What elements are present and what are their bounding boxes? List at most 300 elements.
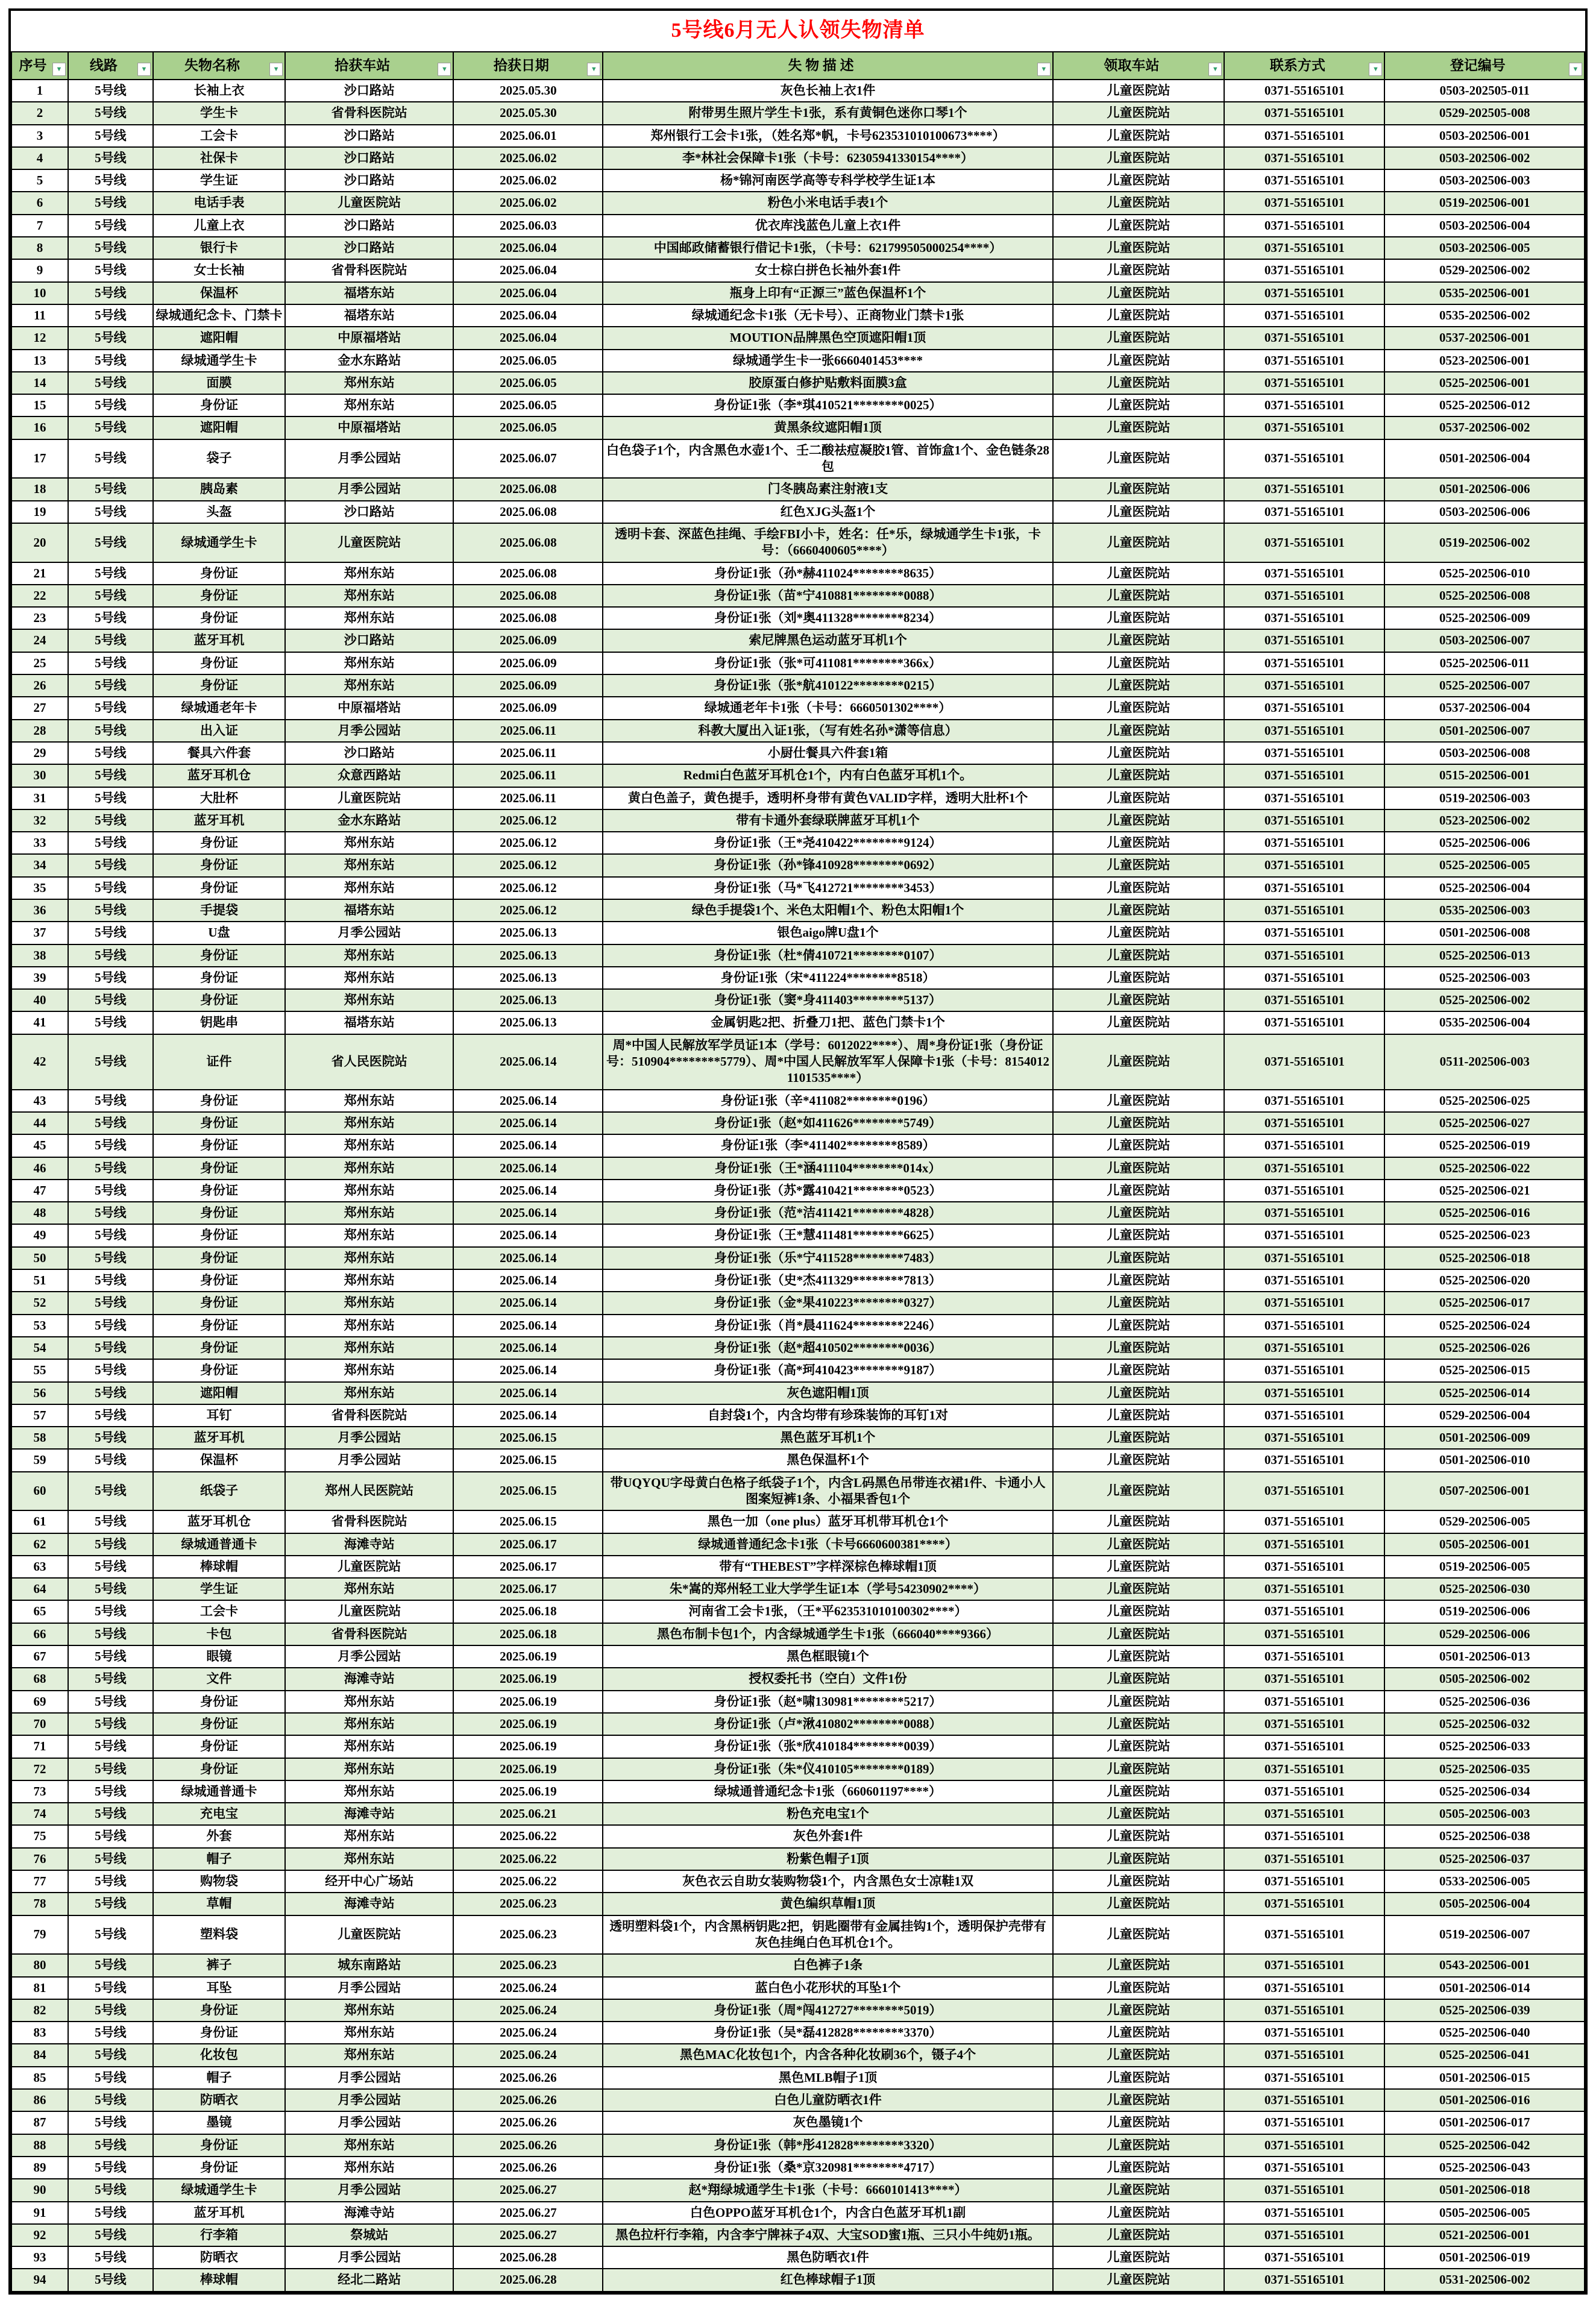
cell-pickup-station: 儿童医院站 bbox=[1053, 523, 1224, 562]
cell-contact: 0371-55165101 bbox=[1224, 1034, 1384, 1090]
filter-dropdown-button[interactable] bbox=[438, 63, 451, 76]
filter-arrow-icon: ▼ bbox=[140, 65, 148, 73]
cell-contact: 0371-55165101 bbox=[1224, 1090, 1384, 1112]
table-row bbox=[11, 1404, 1585, 1427]
cell-found-station: 省骨科医院站 bbox=[285, 102, 453, 124]
cell-line: 5号线 bbox=[68, 1713, 153, 1735]
cell-registration-no: 0525-202506-010 bbox=[1384, 562, 1585, 585]
cell-registration-no: 0525-202506-006 bbox=[1384, 832, 1585, 854]
column-header-label: 失物名称 bbox=[184, 58, 240, 74]
cell-contact: 0371-55165101 bbox=[1224, 742, 1384, 764]
table-row bbox=[11, 2157, 1585, 2179]
cell-found-date: 2025.06.17 bbox=[453, 1556, 603, 1578]
cell-found-station: 郑州东站 bbox=[285, 674, 453, 697]
cell-pickup-station: 儿童医院站 bbox=[1053, 372, 1224, 394]
cell-registration-no: 0531-202506-002 bbox=[1384, 2269, 1585, 2291]
cell-registration-no: 0525-202506-039 bbox=[1384, 1999, 1585, 2022]
cell-contact: 0371-55165101 bbox=[1224, 259, 1384, 281]
cell-serial: 80 bbox=[11, 1954, 68, 1976]
cell-found-station: 月季公园站 bbox=[285, 478, 453, 500]
cell-line: 5号线 bbox=[68, 1382, 153, 1404]
cell-registration-no: 0525-202506-011 bbox=[1384, 652, 1585, 674]
cell-serial: 84 bbox=[11, 2044, 68, 2066]
cell-line: 5号线 bbox=[68, 478, 153, 500]
cell-item-name: 塑料袋 bbox=[153, 1915, 285, 1955]
cell-contact: 0371-55165101 bbox=[1224, 282, 1384, 304]
cell-item-name: 蓝牙耳机 bbox=[153, 2202, 285, 2224]
cell-description: 身份证1张（马*飞412721********3453） bbox=[603, 877, 1052, 899]
cell-registration-no: 0525-202506-016 bbox=[1384, 1202, 1585, 1224]
cell-pickup-station: 儿童医院站 bbox=[1053, 877, 1224, 899]
cell-description: 郑州银行工会卡1张，（姓名郑*帆，卡号623531010100673****） bbox=[603, 125, 1052, 147]
table-row bbox=[11, 1893, 1585, 1915]
table-row bbox=[11, 2022, 1585, 2044]
filter-dropdown-button[interactable] bbox=[587, 63, 600, 76]
cell-description: 黄白色盖子，黄色提手，透明杯身带有黄色VALID字样，透明大肚杯1个 bbox=[603, 787, 1052, 809]
cell-found-station: 郑州东站 bbox=[285, 967, 453, 989]
cell-item-name: 蓝牙耳机 bbox=[153, 1427, 285, 1449]
cell-description: 身份证1张（张*可411081********366x） bbox=[603, 652, 1052, 674]
cell-pickup-station: 儿童医院站 bbox=[1053, 989, 1224, 1011]
cell-pickup-station: 儿童医院站 bbox=[1053, 1556, 1224, 1578]
cell-registration-no: 0525-202506-020 bbox=[1384, 1269, 1585, 1292]
cell-serial: 79 bbox=[11, 1915, 68, 1955]
cell-line: 5号线 bbox=[68, 1645, 153, 1668]
filter-dropdown-button[interactable] bbox=[1369, 63, 1382, 76]
cell-found-station: 儿童医院站 bbox=[285, 1600, 453, 1623]
cell-found-station: 郑州东站 bbox=[285, 585, 453, 607]
table-row bbox=[11, 1510, 1585, 1533]
cell-found-station: 郑州东站 bbox=[285, 1180, 453, 1202]
cell-pickup-station: 儿童医院站 bbox=[1053, 629, 1224, 652]
cell-description: 黑色蓝牙耳机1个 bbox=[603, 1427, 1052, 1449]
cell-pickup-station: 儿童医院站 bbox=[1053, 1668, 1224, 1690]
cell-item-name: 面膜 bbox=[153, 372, 285, 394]
cell-contact: 0371-55165101 bbox=[1224, 1915, 1384, 1955]
cell-registration-no: 0503-202506-008 bbox=[1384, 742, 1585, 764]
table-row bbox=[11, 478, 1585, 500]
cell-found-station: 郑州东站 bbox=[285, 1202, 453, 1224]
cell-item-name: 身份证 bbox=[153, 2157, 285, 2179]
cell-found-station: 省骨科医院站 bbox=[285, 1404, 453, 1427]
cell-contact: 0371-55165101 bbox=[1224, 1157, 1384, 1180]
cell-registration-no: 0501-202506-004 bbox=[1384, 439, 1585, 479]
cell-found-date: 2025.06.04 bbox=[453, 259, 603, 281]
cell-found-date: 2025.06.13 bbox=[453, 944, 603, 967]
cell-item-name: 外套 bbox=[153, 1825, 285, 1847]
cell-pickup-station: 儿童医院站 bbox=[1053, 1090, 1224, 1112]
cell-line: 5号线 bbox=[68, 764, 153, 787]
cell-registration-no: 0525-202506-002 bbox=[1384, 989, 1585, 1011]
cell-contact: 0371-55165101 bbox=[1224, 1999, 1384, 2022]
cell-found-date: 2025.06.14 bbox=[453, 1180, 603, 1202]
cell-found-date: 2025.06.14 bbox=[453, 1157, 603, 1180]
table-row bbox=[11, 1202, 1585, 1224]
cell-registration-no: 0525-202506-030 bbox=[1384, 1578, 1585, 1600]
table-row bbox=[11, 2044, 1585, 2066]
cell-item-name: 化妆包 bbox=[153, 2044, 285, 2066]
cell-contact: 0371-55165101 bbox=[1224, 674, 1384, 697]
cell-found-date: 2025.06.23 bbox=[453, 1915, 603, 1955]
cell-description: 授权委托书（空白）文件1份 bbox=[603, 1668, 1052, 1690]
cell-description: 河南省工会卡1张，（王*平623531010100302****） bbox=[603, 1600, 1052, 1623]
cell-registration-no: 0525-202506-019 bbox=[1384, 1134, 1585, 1157]
cell-serial: 32 bbox=[11, 809, 68, 832]
cell-description: 身份证1张（桑*京320981********4717） bbox=[603, 2157, 1052, 2179]
cell-contact: 0371-55165101 bbox=[1224, 1269, 1384, 1292]
table-row bbox=[11, 809, 1585, 832]
cell-item-name: 绿城通学生卡 bbox=[153, 2179, 285, 2201]
cell-serial: 28 bbox=[11, 720, 68, 742]
cell-pickup-station: 儿童医院站 bbox=[1053, 2111, 1224, 2134]
table-row bbox=[11, 1713, 1585, 1735]
cell-found-date: 2025.06.09 bbox=[453, 697, 603, 719]
cell-found-station: 郑州东站 bbox=[285, 2157, 453, 2179]
cell-serial: 92 bbox=[11, 2224, 68, 2246]
cell-found-station: 郑州东站 bbox=[285, 1578, 453, 1600]
column-header-item-name bbox=[153, 52, 285, 80]
cell-pickup-station: 儿童医院站 bbox=[1053, 1578, 1224, 1600]
cell-line: 5号线 bbox=[68, 259, 153, 281]
cell-contact: 0371-55165101 bbox=[1224, 944, 1384, 967]
cell-line: 5号线 bbox=[68, 1803, 153, 1825]
cell-serial: 61 bbox=[11, 1510, 68, 1533]
table-row bbox=[11, 304, 1585, 327]
cell-found-station: 郑州东站 bbox=[285, 1713, 453, 1735]
cell-found-station: 郑州东站 bbox=[285, 1382, 453, 1404]
cell-found-date: 2025.06.09 bbox=[453, 674, 603, 697]
cell-item-name: 身份证 bbox=[153, 1735, 285, 1758]
table-row bbox=[11, 1780, 1585, 1803]
cell-description: 灰色长袖上衣1件 bbox=[603, 80, 1052, 102]
table-row bbox=[11, 1623, 1585, 1645]
cell-item-name: 防晒衣 bbox=[153, 2089, 285, 2111]
table-row bbox=[11, 944, 1585, 967]
cell-pickup-station: 儿童医院站 bbox=[1053, 899, 1224, 922]
table-row bbox=[11, 989, 1585, 1011]
cell-found-station: 郑州东站 bbox=[285, 832, 453, 854]
cell-item-name: 身份证 bbox=[153, 854, 285, 876]
cell-serial: 62 bbox=[11, 1533, 68, 1556]
table-row bbox=[11, 1449, 1585, 1471]
cell-registration-no: 0501-202506-006 bbox=[1384, 478, 1585, 500]
cell-contact: 0371-55165101 bbox=[1224, 416, 1384, 439]
cell-registration-no: 0525-202506-024 bbox=[1384, 1315, 1585, 1337]
cell-registration-no: 0501-202506-007 bbox=[1384, 720, 1585, 742]
cell-pickup-station: 儿童医院站 bbox=[1053, 720, 1224, 742]
cell-found-station: 郑州东站 bbox=[285, 1269, 453, 1292]
cell-pickup-station: 儿童医院站 bbox=[1053, 169, 1224, 192]
cell-line: 5号线 bbox=[68, 652, 153, 674]
table-row bbox=[11, 2111, 1585, 2134]
cell-description: 带有“THEBEST”字样深棕色棒球帽1顶 bbox=[603, 1556, 1052, 1578]
cell-description: 黄色编织草帽1顶 bbox=[603, 1893, 1052, 1915]
column-header-label: 登记编号 bbox=[1450, 58, 1506, 74]
cell-item-name: 餐具六件套 bbox=[153, 742, 285, 764]
filter-arrow-icon: ▼ bbox=[272, 65, 280, 73]
table-row bbox=[11, 1157, 1585, 1180]
cell-contact: 0371-55165101 bbox=[1224, 697, 1384, 719]
cell-pickup-station: 儿童医院站 bbox=[1053, 1382, 1224, 1404]
cell-line: 5号线 bbox=[68, 787, 153, 809]
cell-description: 瓶身上印有“正源三”蓝色保温杯1个 bbox=[603, 282, 1052, 304]
cell-line: 5号线 bbox=[68, 2022, 153, 2044]
cell-pickup-station: 儿童医院站 bbox=[1053, 350, 1224, 372]
cell-contact: 0371-55165101 bbox=[1224, 922, 1384, 944]
cell-serial: 90 bbox=[11, 2179, 68, 2201]
cell-registration-no: 0505-202506-001 bbox=[1384, 1533, 1585, 1556]
cell-line: 5号线 bbox=[68, 2269, 153, 2291]
cell-found-station: 沙口路站 bbox=[285, 80, 453, 102]
cell-contact: 0371-55165101 bbox=[1224, 125, 1384, 147]
cell-pickup-station: 儿童医院站 bbox=[1053, 1134, 1224, 1157]
cell-line: 5号线 bbox=[68, 1758, 153, 1780]
cell-serial: 46 bbox=[11, 1157, 68, 1180]
table-row bbox=[11, 282, 1585, 304]
cell-found-station: 福塔东站 bbox=[285, 282, 453, 304]
cell-found-date: 2025.06.08 bbox=[453, 562, 603, 585]
cell-found-station: 郑州东站 bbox=[285, 1112, 453, 1134]
cell-contact: 0371-55165101 bbox=[1224, 967, 1384, 989]
cell-found-station: 沙口路站 bbox=[285, 125, 453, 147]
cell-pickup-station: 儿童医院站 bbox=[1053, 1315, 1224, 1337]
cell-item-name: 身份证 bbox=[153, 989, 285, 1011]
cell-pickup-station: 儿童医院站 bbox=[1053, 832, 1224, 854]
cell-item-name: 身份证 bbox=[153, 585, 285, 607]
cell-line: 5号线 bbox=[68, 237, 153, 259]
cell-found-station: 郑州东站 bbox=[285, 1359, 453, 1381]
cell-serial: 25 bbox=[11, 652, 68, 674]
cell-serial: 35 bbox=[11, 877, 68, 899]
cell-registration-no: 0519-202506-003 bbox=[1384, 787, 1585, 809]
cell-serial: 26 bbox=[11, 674, 68, 697]
table-row bbox=[11, 1112, 1585, 1134]
cell-line: 5号线 bbox=[68, 877, 153, 899]
cell-contact: 0371-55165101 bbox=[1224, 1449, 1384, 1471]
cell-pickup-station: 儿童医院站 bbox=[1053, 501, 1224, 523]
table-row bbox=[11, 1292, 1585, 1314]
cell-found-date: 2025.06.14 bbox=[453, 1034, 603, 1090]
cell-serial: 65 bbox=[11, 1600, 68, 1623]
cell-found-date: 2025.06.13 bbox=[453, 989, 603, 1011]
table-row bbox=[11, 1180, 1585, 1202]
cell-line: 5号线 bbox=[68, 2044, 153, 2066]
cell-serial: 22 bbox=[11, 585, 68, 607]
cell-serial: 16 bbox=[11, 416, 68, 439]
cell-line: 5号线 bbox=[68, 192, 153, 214]
cell-serial: 5 bbox=[11, 169, 68, 192]
cell-registration-no: 0543-202506-001 bbox=[1384, 1954, 1585, 1976]
cell-description: 身份证1张（肖*晨411624********2246） bbox=[603, 1315, 1052, 1337]
cell-registration-no: 0525-202506-021 bbox=[1384, 1180, 1585, 1202]
cell-contact: 0371-55165101 bbox=[1224, 439, 1384, 479]
cell-serial: 27 bbox=[11, 697, 68, 719]
filter-dropdown-button[interactable] bbox=[269, 63, 283, 76]
cell-registration-no: 0521-202506-001 bbox=[1384, 2224, 1585, 2246]
cell-line: 5号线 bbox=[68, 922, 153, 944]
cell-description: 身份证1张（王*涵411104********014x） bbox=[603, 1157, 1052, 1180]
cell-description: 灰色遮阳帽1顶 bbox=[603, 1382, 1052, 1404]
cell-found-station: 郑州东站 bbox=[285, 1157, 453, 1180]
cell-pickup-station: 儿童医院站 bbox=[1053, 1224, 1224, 1246]
cell-registration-no: 0529-202506-006 bbox=[1384, 1623, 1585, 1645]
cell-item-name: 保温杯 bbox=[153, 282, 285, 304]
cell-line: 5号线 bbox=[68, 350, 153, 372]
cell-found-date: 2025.06.14 bbox=[453, 1337, 603, 1359]
cell-serial: 33 bbox=[11, 832, 68, 854]
cell-serial: 21 bbox=[11, 562, 68, 585]
cell-line: 5号线 bbox=[68, 125, 153, 147]
cell-found-station: 儿童医院站 bbox=[285, 1556, 453, 1578]
table-row bbox=[11, 215, 1585, 237]
cell-contact: 0371-55165101 bbox=[1224, 1977, 1384, 1999]
cell-serial: 52 bbox=[11, 1292, 68, 1314]
cell-description: 绿城通学生卡一张6660401453**** bbox=[603, 350, 1052, 372]
table-row bbox=[11, 259, 1585, 281]
cell-contact: 0371-55165101 bbox=[1224, 80, 1384, 102]
cell-serial: 78 bbox=[11, 1893, 68, 1915]
cell-serial: 86 bbox=[11, 2089, 68, 2111]
cell-description: 身份证1张（苗*宁410881********0088） bbox=[603, 585, 1052, 607]
cell-line: 5号线 bbox=[68, 1449, 153, 1471]
cell-serial: 49 bbox=[11, 1224, 68, 1246]
cell-contact: 0371-55165101 bbox=[1224, 1735, 1384, 1758]
table-row bbox=[11, 1090, 1585, 1112]
cell-pickup-station: 儿童医院站 bbox=[1053, 1269, 1224, 1292]
cell-serial: 42 bbox=[11, 1034, 68, 1090]
cell-found-station: 郑州东站 bbox=[285, 562, 453, 585]
cell-pickup-station: 儿童医院站 bbox=[1053, 1034, 1224, 1090]
filter-dropdown-button[interactable] bbox=[52, 63, 66, 76]
table-row bbox=[11, 1999, 1585, 2022]
filter-dropdown-button[interactable] bbox=[1569, 63, 1582, 76]
cell-contact: 0371-55165101 bbox=[1224, 1134, 1384, 1157]
cell-line: 5号线 bbox=[68, 2202, 153, 2224]
cell-found-station: 中原福塔站 bbox=[285, 416, 453, 439]
cell-found-station: 郑州东站 bbox=[285, 1780, 453, 1803]
cell-registration-no: 0535-202506-001 bbox=[1384, 282, 1585, 304]
cell-registration-no: 0535-202506-004 bbox=[1384, 1011, 1585, 1034]
cell-pickup-station: 儿童医院站 bbox=[1053, 259, 1224, 281]
table-row bbox=[11, 2089, 1585, 2111]
cell-contact: 0371-55165101 bbox=[1224, 1359, 1384, 1381]
cell-description: 身份证1张（刘*奥411328********8234） bbox=[603, 607, 1052, 629]
filter-dropdown-button[interactable] bbox=[1208, 63, 1222, 76]
cell-item-name: 身份证 bbox=[153, 394, 285, 416]
cell-registration-no: 0503-202506-005 bbox=[1384, 237, 1585, 259]
cell-item-name: 身份证 bbox=[153, 1691, 285, 1713]
cell-serial: 56 bbox=[11, 1382, 68, 1404]
cell-description: 黑色MLB帽子1顶 bbox=[603, 2067, 1052, 2089]
cell-pickup-station: 儿童医院站 bbox=[1053, 102, 1224, 124]
cell-pickup-station: 儿童医院站 bbox=[1053, 1803, 1224, 1825]
filter-dropdown-button[interactable] bbox=[1037, 63, 1051, 76]
cell-item-name: 绿城通普通卡 bbox=[153, 1533, 285, 1556]
cell-description: 绿城通普通纪念卡1张（660601197****） bbox=[603, 1780, 1052, 1803]
cell-found-station: 月季公园站 bbox=[285, 1427, 453, 1449]
cell-serial: 47 bbox=[11, 1180, 68, 1202]
cell-line: 5号线 bbox=[68, 989, 153, 1011]
cell-found-station: 省人民医院站 bbox=[285, 1034, 453, 1090]
cell-description: 黑色MAC化妆包1个，内含各种化妆刷36个，镊子4个 bbox=[603, 2044, 1052, 2066]
table-row bbox=[11, 1134, 1585, 1157]
cell-description: 身份证1张（苏*露410421********0523） bbox=[603, 1180, 1052, 1202]
cell-pickup-station: 儿童医院站 bbox=[1053, 697, 1224, 719]
table-row bbox=[11, 1427, 1585, 1449]
cell-found-station: 海滩寺站 bbox=[285, 2202, 453, 2224]
table-row bbox=[11, 1533, 1585, 1556]
cell-serial: 7 bbox=[11, 215, 68, 237]
cell-item-name: 身份证 bbox=[153, 1713, 285, 1735]
cell-line: 5号线 bbox=[68, 372, 153, 394]
cell-found-date: 2025.06.14 bbox=[453, 1247, 603, 1269]
cell-contact: 0371-55165101 bbox=[1224, 147, 1384, 169]
cell-description: 身份证1张（史*杰411329********7813） bbox=[603, 1269, 1052, 1292]
filter-dropdown-button[interactable] bbox=[137, 63, 151, 76]
cell-pickup-station: 儿童医院站 bbox=[1053, 1449, 1224, 1471]
cell-serial: 75 bbox=[11, 1825, 68, 1847]
cell-serial: 59 bbox=[11, 1449, 68, 1471]
cell-item-name: 蓝牙耳机 bbox=[153, 809, 285, 832]
cell-found-station: 郑州东站 bbox=[285, 1691, 453, 1713]
cell-found-date: 2025.06.27 bbox=[453, 2202, 603, 2224]
cell-item-name: 电话手表 bbox=[153, 192, 285, 214]
cell-pickup-station: 儿童医院站 bbox=[1053, 478, 1224, 500]
cell-found-date: 2025.06.02 bbox=[453, 169, 603, 192]
cell-found-date: 2025.06.01 bbox=[453, 125, 603, 147]
cell-registration-no: 0525-202506-025 bbox=[1384, 1090, 1585, 1112]
cell-pickup-station: 儿童医院站 bbox=[1053, 215, 1224, 237]
cell-contact: 0371-55165101 bbox=[1224, 1803, 1384, 1825]
cell-contact: 0371-55165101 bbox=[1224, 652, 1384, 674]
cell-found-date: 2025.06.26 bbox=[453, 2089, 603, 2111]
cell-contact: 0371-55165101 bbox=[1224, 1404, 1384, 1427]
cell-description: 白色裤子1条 bbox=[603, 1954, 1052, 1976]
cell-item-name: 绿城通普通卡 bbox=[153, 1780, 285, 1803]
cell-line: 5号线 bbox=[68, 102, 153, 124]
cell-contact: 0371-55165101 bbox=[1224, 1315, 1384, 1337]
cell-line: 5号线 bbox=[68, 1556, 153, 1578]
cell-found-date: 2025.06.14 bbox=[453, 1404, 603, 1427]
cell-description: 身份证1张（李*411402********8589） bbox=[603, 1134, 1052, 1157]
cell-serial: 50 bbox=[11, 1247, 68, 1269]
cell-description: 朱*嵩的郑州轻工业大学学生证1本（学号54230902****） bbox=[603, 1578, 1052, 1600]
table-row bbox=[11, 2269, 1585, 2291]
cell-description: 赵*翔绿城通学生卡1张（卡号：6660101413****） bbox=[603, 2179, 1052, 2201]
cell-found-date: 2025.06.11 bbox=[453, 787, 603, 809]
cell-found-date: 2025.06.23 bbox=[453, 1954, 603, 1976]
cell-item-name: 头盔 bbox=[153, 501, 285, 523]
table-row bbox=[11, 1359, 1585, 1381]
cell-pickup-station: 儿童医院站 bbox=[1053, 1157, 1224, 1180]
cell-contact: 0371-55165101 bbox=[1224, 2269, 1384, 2291]
cell-contact: 0371-55165101 bbox=[1224, 899, 1384, 922]
cell-serial: 93 bbox=[11, 2246, 68, 2269]
cell-found-station: 儿童医院站 bbox=[285, 192, 453, 214]
cell-item-name: 女士长袖 bbox=[153, 259, 285, 281]
cell-found-date: 2025.06.17 bbox=[453, 1578, 603, 1600]
cell-item-name: 遮阳帽 bbox=[153, 327, 285, 349]
cell-line: 5号线 bbox=[68, 697, 153, 719]
cell-registration-no: 0525-202506-009 bbox=[1384, 607, 1585, 629]
cell-pickup-station: 儿童医院站 bbox=[1053, 1893, 1224, 1915]
cell-registration-no: 0525-202506-004 bbox=[1384, 877, 1585, 899]
table-row bbox=[11, 764, 1585, 787]
cell-found-date: 2025.06.26 bbox=[453, 2111, 603, 2134]
cell-description: 身份证1张（王*慧411481********6625） bbox=[603, 1224, 1052, 1246]
cell-registration-no: 0525-202506-022 bbox=[1384, 1157, 1585, 1180]
cell-registration-no: 0525-202506-018 bbox=[1384, 1247, 1585, 1269]
